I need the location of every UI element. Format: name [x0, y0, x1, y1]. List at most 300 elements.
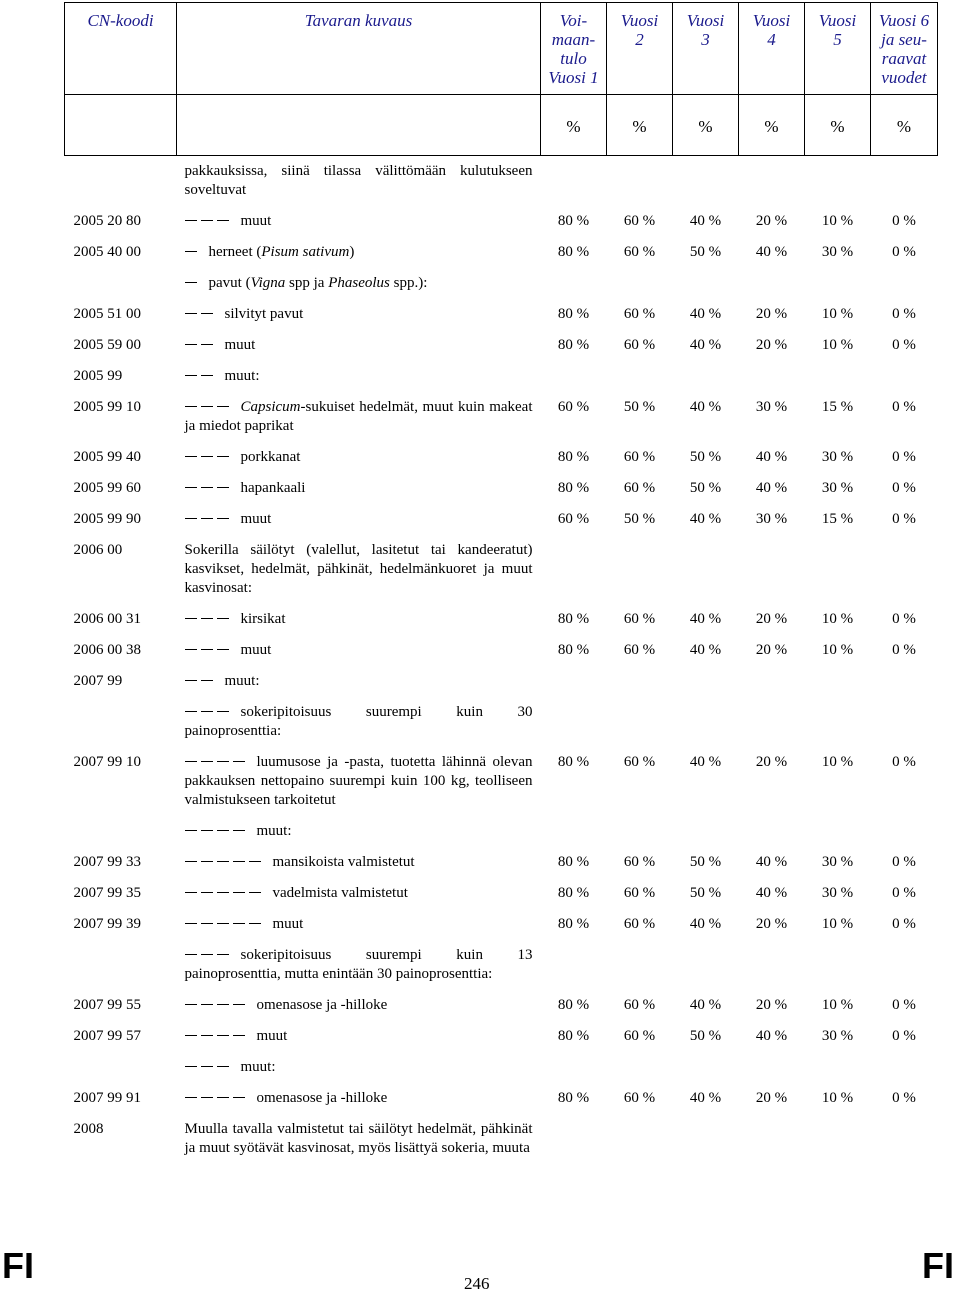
rate-cell-year-3: 40 %	[689, 997, 722, 1013]
percent-label: %	[541, 95, 607, 156]
table-row	[65, 1114, 938, 1164]
description-text: -sukuiset hedelmät, muut kuin makeat ja miedot paprikat	[184, 399, 533, 434]
rate-cell-year-6: 0 %	[892, 916, 916, 932]
description-text: muut:	[256, 823, 292, 839]
rate-cell-year-1: 80 %	[557, 611, 590, 627]
table-row	[65, 816, 938, 847]
cn-code-cell: 2005 99 90	[73, 511, 141, 527]
rate-cell-year-6: 0 %	[892, 1028, 916, 1044]
rate-cell-year-5	[805, 666, 871, 697]
description-cell	[177, 847, 541, 878]
description-italic: Pisum sativum	[261, 244, 350, 260]
rate-cell-year-4	[739, 268, 805, 299]
rate-cell-year-3	[673, 156, 739, 207]
rate-cell-year-6: 0 %	[892, 642, 916, 658]
rate-cell-year-3	[673, 940, 739, 990]
cn-code-cell: 2007 99 39	[73, 916, 141, 932]
rate-cell-year-6: 0 %	[892, 244, 916, 260]
rate-cell-year-2: 60 %	[623, 480, 656, 496]
rate-cell-year-1	[541, 535, 607, 604]
rate-cell-year-5: 10 %	[821, 611, 854, 627]
cn-code-cell: 2006 00	[73, 542, 123, 558]
rate-cell-year-3: 50 %	[689, 449, 722, 465]
rate-cell-year-5	[805, 697, 871, 747]
rate-cell-year-4	[739, 940, 805, 990]
rate-cell-year-1: 60 %	[557, 399, 590, 415]
rate-cell-year-6	[871, 156, 938, 207]
table-row	[65, 330, 938, 361]
indent-dashes	[185, 753, 249, 772]
description-text: muut	[240, 213, 272, 229]
description-text: )	[349, 244, 355, 260]
rate-cell-year-3	[673, 666, 739, 697]
rate-cell-year-3: 40 %	[689, 916, 722, 932]
header-year-5: Vuosi 5	[805, 3, 871, 95]
rate-cell-year-1: 80 %	[557, 213, 590, 229]
rate-cell-year-3: 40 %	[689, 754, 722, 770]
table-row	[65, 878, 938, 909]
rate-cell-year-2	[607, 535, 673, 604]
rate-cell-year-3: 50 %	[689, 854, 722, 870]
table-row	[65, 1083, 938, 1114]
indent-dashes	[185, 398, 233, 417]
description-text: sokeripitoisuus suurempi kuin 30 painoprosenttia:	[184, 704, 533, 739]
rate-cell-year-2	[607, 1114, 673, 1164]
rate-cell-year-4: 20 %	[755, 754, 788, 770]
rate-cell-year-1: 60 %	[557, 511, 590, 527]
rate-cell-year-3: 40 %	[689, 306, 722, 322]
header-year-6: Vuosi 6 ja seu- raavat vuodet	[871, 3, 938, 95]
rate-cell-year-6	[871, 666, 938, 697]
description-cell	[177, 697, 541, 747]
description-cell	[177, 747, 541, 816]
rate-cell-year-2: 60 %	[623, 997, 656, 1013]
description-cell	[177, 635, 541, 666]
rate-cell-year-5: 30 %	[821, 244, 854, 260]
rate-cell-year-6: 0 %	[892, 611, 916, 627]
table-row	[65, 847, 938, 878]
indent-dashes	[185, 1027, 249, 1046]
table-row	[65, 504, 938, 535]
rate-cell-year-4: 40 %	[755, 244, 788, 260]
percent-label: %	[739, 95, 805, 156]
rate-cell-year-4	[739, 697, 805, 747]
rate-cell-year-5: 10 %	[821, 213, 854, 229]
description-text: omenasose ja -hilloke	[256, 1090, 388, 1106]
rate-cell-year-2: 60 %	[623, 337, 656, 353]
description-text: herneet (	[208, 244, 262, 260]
description-text: muut	[240, 642, 272, 658]
rate-cell-year-6: 0 %	[892, 754, 916, 770]
rate-cell-year-2: 60 %	[623, 885, 656, 901]
rate-cell-year-2: 60 %	[623, 306, 656, 322]
rate-cell-year-3: 40 %	[689, 337, 722, 353]
percent-label: %	[673, 95, 739, 156]
rate-cell-year-6	[871, 268, 938, 299]
rate-cell-year-3: 40 %	[689, 399, 722, 415]
rate-cell-year-2: 60 %	[623, 916, 656, 932]
table-row	[65, 990, 938, 1021]
rate-cell-year-4: 20 %	[755, 997, 788, 1013]
table-row	[65, 697, 938, 747]
indent-dashes	[185, 479, 233, 498]
description-italic: Vigna	[250, 275, 286, 291]
rate-cell-year-4: 30 %	[755, 399, 788, 415]
table-row	[65, 1021, 938, 1052]
rate-cell-year-1: 80 %	[557, 997, 590, 1013]
rate-cell-year-2: 60 %	[623, 1028, 656, 1044]
description-text: muut	[240, 511, 272, 527]
description-cell	[177, 361, 541, 392]
rate-cell-year-6: 0 %	[892, 213, 916, 229]
indent-dashes	[185, 915, 265, 934]
cn-code-cell: 2005 40 00	[73, 244, 141, 260]
table-row	[65, 442, 938, 473]
rate-cell-year-2	[607, 268, 673, 299]
rate-cell-year-5	[805, 361, 871, 392]
rate-cell-year-4	[739, 816, 805, 847]
indent-dashes	[185, 243, 201, 262]
description-cell	[177, 909, 541, 940]
rate-cell-year-5	[805, 816, 871, 847]
rate-cell-year-3	[673, 1052, 739, 1083]
header-year-1: Voi- maan- tulo Vuosi 1	[541, 3, 607, 95]
indent-dashes	[185, 822, 249, 841]
rate-cell-year-5: 15 %	[821, 399, 854, 415]
indent-dashes	[185, 510, 233, 529]
table-row	[65, 299, 938, 330]
rate-cell-year-4	[739, 361, 805, 392]
rate-cell-year-4	[739, 1052, 805, 1083]
header-description: Tavaran kuvaus	[177, 3, 541, 95]
table-row	[65, 909, 938, 940]
description-text: porkkanat	[240, 449, 301, 465]
header-cn-code: CN-koodi	[65, 3, 177, 95]
rate-cell-year-3	[673, 1114, 739, 1164]
indent-dashes	[185, 703, 233, 722]
indent-dashes	[185, 641, 233, 660]
rate-cell-year-3: 40 %	[689, 1090, 722, 1106]
cn-code-cell	[65, 268, 177, 299]
rate-cell-year-1: 80 %	[557, 642, 590, 658]
rate-cell-year-4	[739, 666, 805, 697]
cn-code-cell: 2006 00 38	[73, 642, 141, 658]
indent-dashes	[185, 305, 217, 324]
description-italic: Phaseolus	[328, 275, 390, 291]
description-text: muut:	[240, 1059, 276, 1075]
cn-code-cell: 2005 59 00	[73, 337, 141, 353]
rate-cell-year-3	[673, 361, 739, 392]
rate-cell-year-5: 30 %	[821, 449, 854, 465]
cn-code-cell: 2007 99 91	[73, 1090, 141, 1106]
table-row	[65, 940, 938, 990]
rate-cell-year-1: 80 %	[557, 244, 590, 260]
tariff-table-container	[64, 2, 937, 1164]
rate-cell-year-1: 80 %	[557, 337, 590, 353]
cn-code-cell: 2007 99	[73, 673, 123, 689]
description-cell	[177, 604, 541, 635]
rate-cell-year-1: 80 %	[557, 1028, 590, 1044]
rate-cell-year-2	[607, 361, 673, 392]
rate-cell-year-4: 30 %	[755, 511, 788, 527]
rate-cell-year-3: 50 %	[689, 1028, 722, 1044]
rate-cell-year-2	[607, 1052, 673, 1083]
indent-dashes	[185, 1058, 233, 1077]
cn-code-cell: 2005 99	[73, 368, 123, 384]
rate-cell-year-5	[805, 1114, 871, 1164]
tariff-table	[64, 2, 938, 1164]
rate-cell-year-6: 0 %	[892, 480, 916, 496]
description-cell	[177, 504, 541, 535]
rate-cell-year-5: 10 %	[821, 306, 854, 322]
rate-cell-year-4: 20 %	[755, 642, 788, 658]
rate-cell-year-5	[805, 1052, 871, 1083]
rate-cell-year-4: 40 %	[755, 449, 788, 465]
table-row	[65, 156, 938, 207]
description-cell	[177, 237, 541, 268]
description-cell	[177, 666, 541, 697]
rate-cell-year-1	[541, 816, 607, 847]
cn-code-cell: 2007 99 55	[73, 997, 141, 1013]
rate-cell-year-4: 40 %	[755, 480, 788, 496]
indent-dashes	[185, 996, 249, 1015]
table-row	[65, 1052, 938, 1083]
description-text: spp.):	[389, 275, 428, 291]
description-cell	[177, 1114, 541, 1164]
rate-cell-year-6	[871, 361, 938, 392]
rate-cell-year-6: 0 %	[892, 1090, 916, 1106]
rate-cell-year-1: 80 %	[557, 449, 590, 465]
rate-cell-year-2: 60 %	[623, 244, 656, 260]
rate-cell-year-4: 20 %	[755, 611, 788, 627]
rate-cell-year-5: 30 %	[821, 1028, 854, 1044]
language-marker-right: FI	[922, 1245, 954, 1286]
rate-cell-year-2: 60 %	[623, 611, 656, 627]
table-row	[65, 535, 938, 604]
cn-code-cell: 2005 99 60	[73, 480, 141, 496]
rate-cell-year-2	[607, 156, 673, 207]
description-cell	[177, 940, 541, 990]
rate-cell-year-1: 80 %	[557, 885, 590, 901]
rate-cell-year-6	[871, 697, 938, 747]
rate-cell-year-2: 60 %	[623, 754, 656, 770]
percent-label: %	[607, 95, 673, 156]
rate-cell-year-3: 50 %	[689, 480, 722, 496]
rate-cell-year-1: 80 %	[557, 916, 590, 932]
rate-cell-year-4: 20 %	[755, 916, 788, 932]
rate-cell-year-6: 0 %	[892, 399, 916, 415]
rate-cell-year-2	[607, 816, 673, 847]
description-cell	[177, 442, 541, 473]
rate-cell-year-5	[805, 535, 871, 604]
rate-cell-year-3: 50 %	[689, 244, 722, 260]
rate-cell-year-1	[541, 666, 607, 697]
rate-cell-year-2: 60 %	[623, 1090, 656, 1106]
rate-cell-year-1: 80 %	[557, 854, 590, 870]
rate-cell-year-2: 60 %	[623, 213, 656, 229]
description-text: vadelmista valmistetut	[272, 885, 408, 901]
rate-cell-year-5: 10 %	[821, 754, 854, 770]
rate-cell-year-3: 40 %	[689, 642, 722, 658]
description-text: pakkauksissa, siinä tilassa välittömään kulutukseen soveltuvat	[184, 163, 533, 198]
rate-cell-year-4: 20 %	[755, 337, 788, 353]
table-row	[65, 666, 938, 697]
rate-cell-year-2	[607, 666, 673, 697]
rate-cell-year-1: 80 %	[557, 480, 590, 496]
table-row	[65, 206, 938, 237]
header-year-2: Vuosi 2	[607, 3, 673, 95]
rate-cell-year-1: 80 %	[557, 306, 590, 322]
description-text: hapankaali	[240, 480, 306, 496]
header-year-3: Vuosi 3	[673, 3, 739, 95]
indent-dashes	[185, 853, 265, 872]
indent-dashes	[185, 672, 217, 691]
rate-cell-year-5: 30 %	[821, 854, 854, 870]
rate-cell-year-2: 60 %	[623, 854, 656, 870]
rate-cell-year-4: 40 %	[755, 1028, 788, 1044]
rate-cell-year-2: 50 %	[623, 511, 656, 527]
rate-cell-year-5	[805, 268, 871, 299]
description-cell	[177, 816, 541, 847]
page-number: 246	[464, 1274, 490, 1293]
description-cell	[177, 1083, 541, 1114]
language-marker-left: FI	[2, 1245, 34, 1286]
percent-label: %	[805, 95, 871, 156]
rate-cell-year-1	[541, 1052, 607, 1083]
rate-cell-year-1: 80 %	[557, 1090, 590, 1106]
indent-dashes	[185, 884, 265, 903]
description-cell	[177, 473, 541, 504]
rate-cell-year-3: 50 %	[689, 885, 722, 901]
table-row	[65, 635, 938, 666]
indent-dashes	[185, 448, 233, 467]
percent-header-row	[65, 95, 938, 156]
header-year-4: Vuosi 4	[739, 3, 805, 95]
description-text: pavut (	[208, 275, 251, 291]
description-cell	[177, 878, 541, 909]
indent-dashes	[185, 367, 217, 386]
rate-cell-year-5: 10 %	[821, 997, 854, 1013]
table-row	[65, 361, 938, 392]
cn-code-cell	[65, 156, 177, 207]
cn-code-cell: 2007 99 33	[73, 854, 141, 870]
description-text: muut	[256, 1028, 288, 1044]
rate-cell-year-3	[673, 268, 739, 299]
rate-cell-year-1	[541, 940, 607, 990]
rate-cell-year-1	[541, 1114, 607, 1164]
table-row	[65, 237, 938, 268]
rate-cell-year-3: 40 %	[689, 213, 722, 229]
rate-cell-year-4: 20 %	[755, 1090, 788, 1106]
table-row	[65, 392, 938, 442]
description-text: luumusose ja -pasta, tuotetta lähinnä olevan pakkauksen nettopaino suurempi kuin 100 kg, teolliseen valmistukseen tarkoitetut	[184, 754, 533, 808]
description-italic: Capsicum	[240, 399, 301, 415]
cn-code-cell	[65, 1052, 177, 1083]
rate-cell-year-3: 40 %	[689, 611, 722, 627]
rate-cell-year-4	[739, 1114, 805, 1164]
description-cell	[177, 1052, 541, 1083]
cn-code-cell: 2007 99 10	[73, 754, 141, 770]
rate-cell-year-6: 0 %	[892, 511, 916, 527]
description-text: muut:	[224, 368, 260, 384]
rate-cell-year-3	[673, 816, 739, 847]
table-row	[65, 268, 938, 299]
table-row	[65, 747, 938, 816]
description-text: mansikoista valmistetut	[272, 854, 415, 870]
percent-label: %	[871, 95, 938, 156]
cn-code-cell: 2005 51 00	[73, 306, 141, 322]
description-cell	[177, 299, 541, 330]
rate-cell-year-1: 80 %	[557, 754, 590, 770]
rate-cell-year-2: 60 %	[623, 449, 656, 465]
indent-dashes	[185, 212, 233, 231]
rate-cell-year-4: 40 %	[755, 885, 788, 901]
rate-cell-year-4: 20 %	[755, 213, 788, 229]
rate-cell-year-2	[607, 940, 673, 990]
rate-cell-year-5	[805, 156, 871, 207]
rate-cell-year-5: 10 %	[821, 337, 854, 353]
description-cell	[177, 535, 541, 604]
description-cell	[177, 392, 541, 442]
rate-cell-year-6	[871, 535, 938, 604]
rate-cell-year-4: 40 %	[755, 854, 788, 870]
indent-dashes	[185, 1089, 249, 1108]
table-row	[65, 604, 938, 635]
description-text: sokeripitoisuus suurempi kuin 13 painoprosenttia, mutta enintään 30 painoprosenttia:	[184, 947, 533, 982]
rate-cell-year-4	[739, 535, 805, 604]
rate-cell-year-5: 10 %	[821, 916, 854, 932]
cn-code-cell	[65, 940, 177, 990]
rate-cell-year-2: 50 %	[623, 399, 656, 415]
indent-dashes	[185, 336, 217, 355]
rate-cell-year-2	[607, 697, 673, 747]
description-text: silvityt pavut	[224, 306, 304, 322]
cn-code-cell: 2008	[73, 1121, 104, 1137]
indent-dashes	[185, 946, 233, 965]
rate-cell-year-5: 10 %	[821, 642, 854, 658]
rate-cell-year-6: 0 %	[892, 885, 916, 901]
rate-cell-year-6	[871, 940, 938, 990]
description-text: Sokerilla säilötyt (valellut, lasitetut tai kandeeratut) kasvikset, hedelmät, pähkinät, hedelmänkuoret ja muut kasvinosat:	[184, 542, 533, 596]
cn-code-cell: 2005 99 40	[73, 449, 141, 465]
description-cell	[177, 990, 541, 1021]
cn-code-cell: 2005 20 80	[73, 213, 141, 229]
rate-cell-year-6	[871, 816, 938, 847]
description-text: Muulla tavalla valmistetut tai säilötyt hedelmät, pähkinät ja muut syötävät kasvinosat, myös lisättyä sokeria, muuta	[184, 1121, 533, 1156]
rate-cell-year-5: 30 %	[821, 885, 854, 901]
description-text: muut	[224, 337, 256, 353]
cn-code-cell	[65, 816, 177, 847]
rate-cell-year-6	[871, 1114, 938, 1164]
rate-cell-year-3	[673, 697, 739, 747]
rate-cell-year-5: 30 %	[821, 480, 854, 496]
rate-cell-year-1	[541, 361, 607, 392]
rate-cell-year-6: 0 %	[892, 337, 916, 353]
cn-code-cell: 2005 99 10	[73, 399, 141, 415]
rate-cell-year-6: 0 %	[892, 306, 916, 322]
description-text: omenasose ja -hilloke	[256, 997, 388, 1013]
indent-dashes	[185, 610, 233, 629]
rate-cell-year-4	[739, 156, 805, 207]
description-text: spp ja	[285, 275, 329, 291]
rate-cell-year-1	[541, 156, 607, 207]
rate-cell-year-3: 40 %	[689, 511, 722, 527]
table-row	[65, 473, 938, 504]
rate-cell-year-2: 60 %	[623, 642, 656, 658]
rate-cell-year-3	[673, 535, 739, 604]
rate-cell-year-1	[541, 697, 607, 747]
rate-cell-year-5: 15 %	[821, 511, 854, 527]
